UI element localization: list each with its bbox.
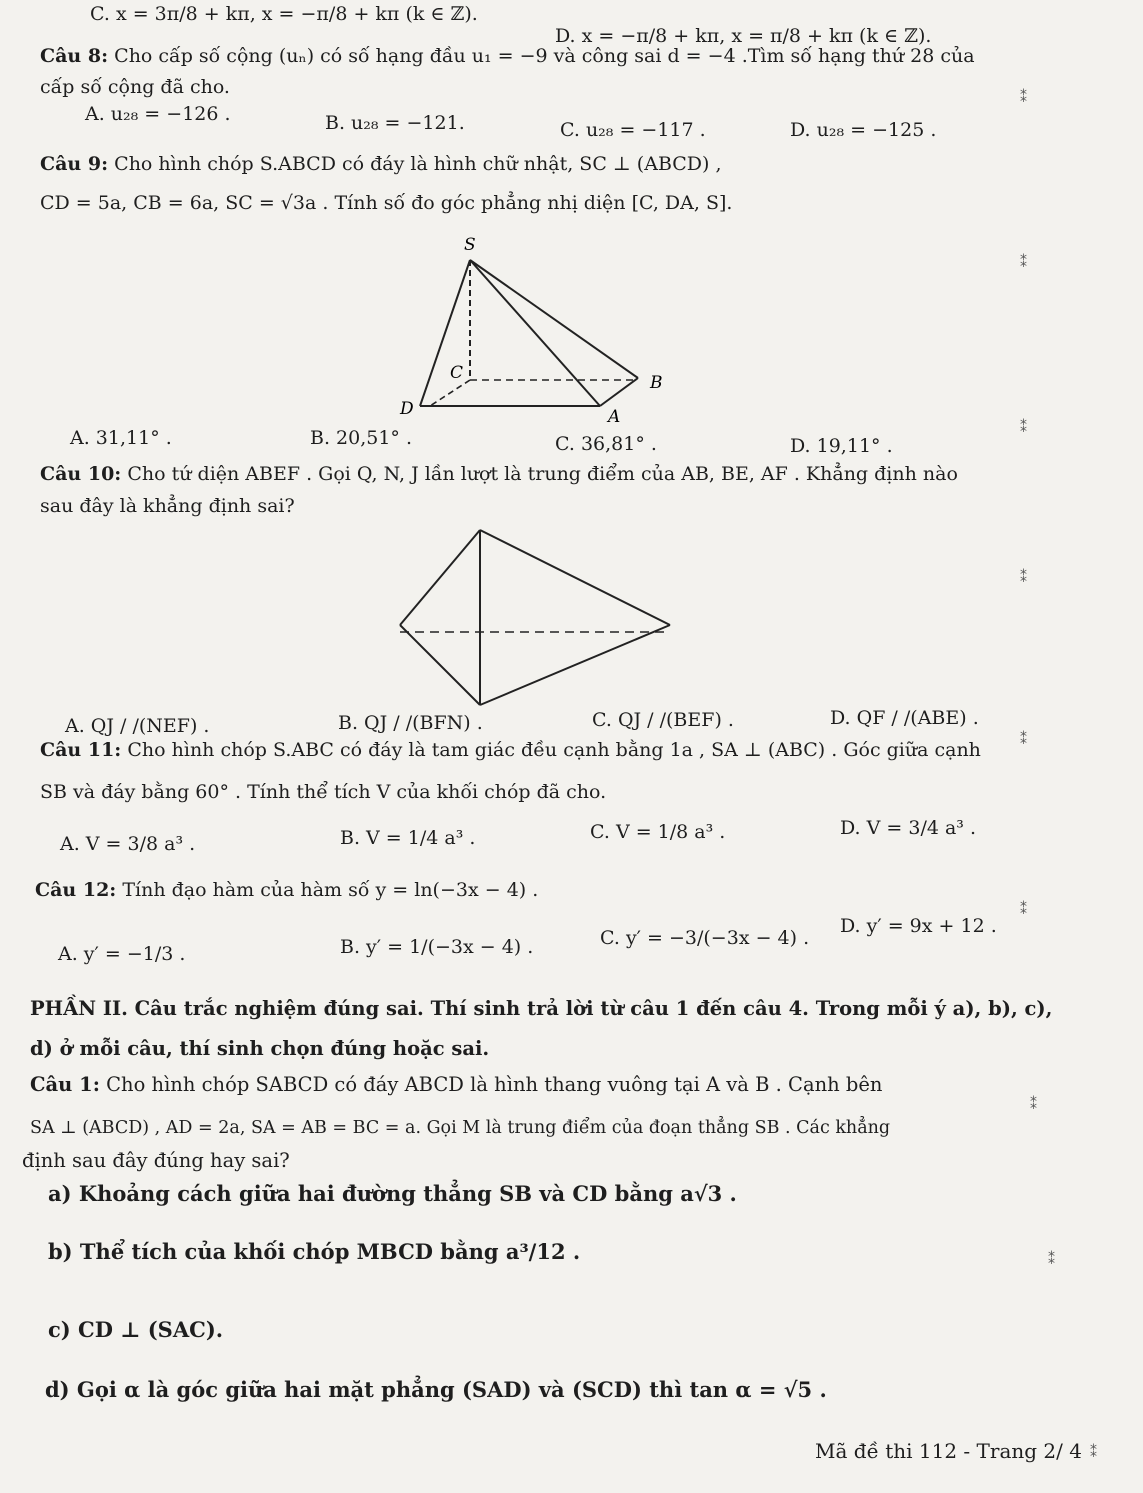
q8-option-d: D. u₂₈ = −125 . xyxy=(790,119,937,141)
q12-option-a: A. y′ = −1/3 . xyxy=(58,943,186,965)
q10-text: Cho tứ diện ABEF . Gọi Q, N, J lần lượt là trung điểm của AB, BE, AF . Khẳng định nào xyxy=(127,463,958,485)
margin-mark-icon: ⁑ xyxy=(1020,570,1027,586)
q9-text: Cho hình chóp S.ABCD có đáy là hình chữ nhật, SC ⊥ (ABCD) , xyxy=(114,153,722,175)
q12-option-c: C. y′ = −3/(−3x − 4) . xyxy=(600,927,810,949)
q11-option-c: C. V = 1/8 a³ . xyxy=(590,821,726,843)
q10-option-a: A. QJ / /(NEF) . xyxy=(65,715,210,737)
p2q1-label: Câu 1: xyxy=(30,1073,100,1096)
q11-option-d: D. V = 3/4 a³ . xyxy=(840,817,976,839)
q8-label: Câu 8: xyxy=(40,45,109,67)
p2q1-line1 xyxy=(30,1074,883,1096)
q8-option-c: C. u₂₈ = −117 . xyxy=(560,119,706,141)
q12-option-b: B. y′ = 1/(−3x − 4) . xyxy=(340,936,534,958)
edge-2 xyxy=(480,530,670,625)
edge-1 xyxy=(400,530,480,625)
q11-line1 xyxy=(40,740,981,762)
margin-mark-icon: ⁑ xyxy=(1020,90,1027,106)
q9-line2: CD = 5a, CB = 6a, SC = √3a . Tính số đo góc phẳng nhị diện [C, DA, S]. xyxy=(40,192,733,214)
q8-line1 xyxy=(40,46,975,68)
q10-option-c: C. QJ / /(BEF) . xyxy=(592,709,734,731)
q7-option-d: D. x = −π/8 + kπ, x = π/8 + kπ (k ∈ ℤ). xyxy=(555,25,932,47)
q8-option-b: B. u₂₈ = −121. xyxy=(325,112,465,134)
q11-label: Câu 11: xyxy=(40,739,122,761)
edge-sd xyxy=(420,260,470,406)
q9-option-b: B. 20,51° . xyxy=(310,427,413,449)
vertex-b: B xyxy=(650,373,663,393)
part2-heading-line2: d) ở mỗi câu, thí sinh chọn đúng hoặc sai. xyxy=(30,1037,490,1060)
vertex-d: D xyxy=(400,399,414,419)
margin-mark-icon: ⁑ xyxy=(1020,902,1027,918)
q11-line2: SB và đáy bằng 60° . Tính thể tích V của khối chóp đã cho. xyxy=(40,781,607,803)
p2q1-line3: định sau đây đúng hay sai? xyxy=(22,1149,290,1172)
q12-label: Câu 12: xyxy=(35,879,117,901)
edge-sb xyxy=(470,260,638,378)
margin-mark-icon: ⁑ xyxy=(1020,420,1027,436)
q9-option-d: D. 19,11° . xyxy=(790,435,893,457)
p2q1-line2: SA ⊥ (ABCD) , AD = 2a, SA = AB = BC = a. Gọi M là trung điểm của đoạn thẳng SB . Các khẳng xyxy=(30,1118,891,1138)
q11-text: Cho hình chóp S.ABC có đáy là tam giác đều cạnh bằng 1a , SA ⊥ (ABC) . Góc giữa cạnh xyxy=(127,739,981,761)
q8-option-a: A. u₂₈ = −126 . xyxy=(85,103,231,125)
edge-5 xyxy=(480,625,670,705)
q10-option-b: B. QJ / /(BFN) . xyxy=(338,712,483,734)
page-footer: Mã đề thi 112 - Trang 2/ 4 xyxy=(815,1439,1082,1463)
vertex-s: S xyxy=(464,235,476,255)
q8-line2: cấp số cộng đã cho. xyxy=(40,76,230,98)
q9-label: Câu 9: xyxy=(40,153,109,175)
part2-heading-line1: PHẦN II. Câu trắc nghiệm đúng sai. Thí sinh trả lời từ câu 1 đến câu 4. Trong mỗi ý a), b), c), xyxy=(30,997,1053,1020)
q9-pyramid-figure xyxy=(390,230,680,430)
p2q1-statement-c: c) CD ⊥ (SAC). xyxy=(48,1317,224,1342)
margin-mark-icon: ⁑ xyxy=(1048,1252,1055,1268)
q11-option-a: A. V = 3/8 a³ . xyxy=(60,833,196,855)
q11-option-b: B. V = 1/4 a³ . xyxy=(340,827,476,849)
p2q1-statement-b: b) Thể tích của khối chóp MBCD bằng a³/12 . xyxy=(48,1239,581,1264)
vertex-a: A xyxy=(608,407,621,427)
edge-4 xyxy=(400,625,480,705)
q9-line1 xyxy=(40,154,722,176)
vertex-c: C xyxy=(450,363,464,383)
q9-option-a: A. 31,11° . xyxy=(70,427,172,449)
edge-sa xyxy=(470,260,600,406)
q10-line2: sau đây là khẳng định sai? xyxy=(40,495,295,517)
q9-option-c: C. 36,81° . xyxy=(555,433,657,455)
margin-mark-icon: ⁑ xyxy=(1090,1445,1097,1461)
q10-tetrahedron-figure xyxy=(395,525,685,710)
q12-text: Tính đạo hàm của hàm số y = ln(−3x − 4) . xyxy=(122,879,539,901)
p2q1-statement-a: a) Khoảng cách giữa hai đường thẳng SB và CD bằng a√3 . xyxy=(48,1181,737,1206)
q7-option-c: C. x = 3π/8 + kπ, x = −π/8 + kπ (k ∈ ℤ). xyxy=(90,3,478,25)
q10-line1 xyxy=(40,464,958,486)
margin-mark-icon: ⁑ xyxy=(1020,732,1027,748)
q8-text: Cho cấp số cộng (uₙ) có số hạng đầu u₁ = −9 và công sai d = −4 .Tìm số hạng thứ 28 của xyxy=(114,45,975,67)
p2q1-statement-d: d) Gọi α là góc giữa hai mặt phẳng (SAD) và (SCD) thì tan α = √5 . xyxy=(45,1377,827,1402)
q10-label: Câu 10: xyxy=(40,463,122,485)
margin-mark-icon: ⁑ xyxy=(1020,255,1027,271)
q12-option-d: D. y′ = 9x + 12 . xyxy=(840,915,997,937)
edge-ab xyxy=(600,378,638,406)
edge-cd xyxy=(430,380,470,406)
margin-mark-icon: ⁑ xyxy=(1030,1097,1037,1113)
q12-line1 xyxy=(35,880,538,902)
p2q1-text: Cho hình chóp SABCD có đáy ABCD là hình thang vuông tại A và B . Cạnh bên xyxy=(106,1073,883,1096)
q10-option-d: D. QF / /(ABE) . xyxy=(830,707,979,729)
